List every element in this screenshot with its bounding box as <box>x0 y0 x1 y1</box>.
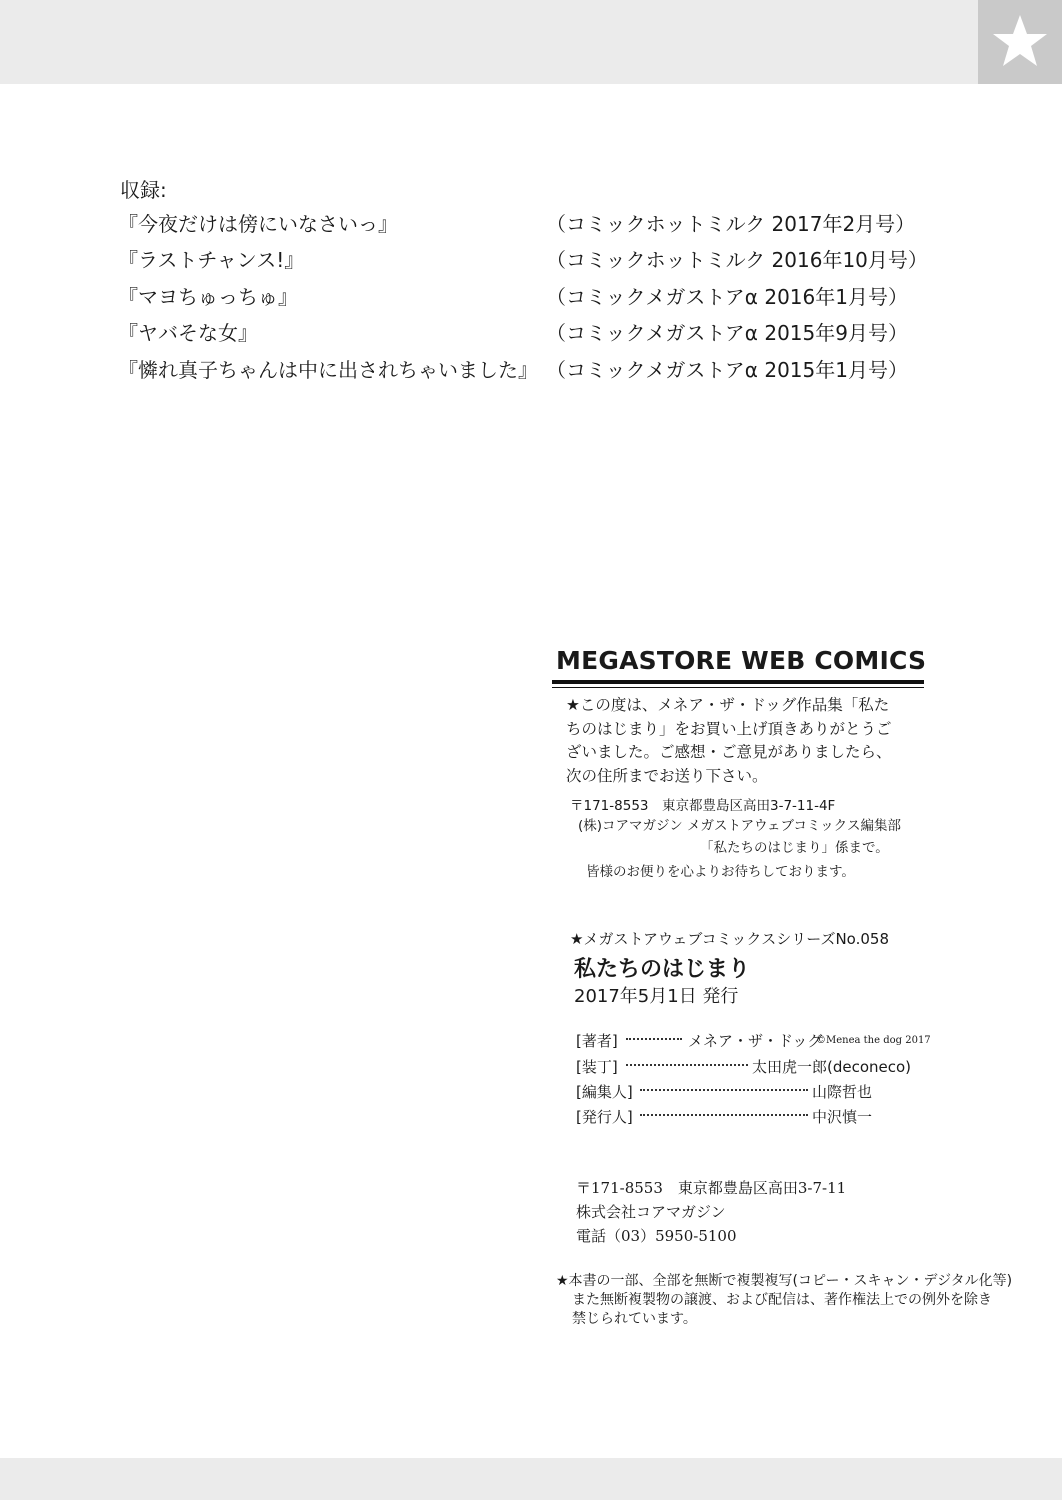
story-source: （コミックメガストアα 2016年1月号） <box>546 285 908 309</box>
credit-value: 太田虎一郎(deconeco) <box>752 1058 912 1076</box>
publisher-name: 株式会社コアマガジン <box>576 1203 726 1221</box>
divider <box>552 687 924 688</box>
mail-dept: (株)コアマガジン メガストアウェブコミックス編集部 <box>578 818 901 834</box>
story-title: 『マヨちゅっちゅ』 <box>118 285 298 309</box>
notice-line: 禁じられています。 <box>572 1311 697 1327</box>
bottom-margin-band <box>0 1458 1062 1500</box>
star-icon <box>990 12 1050 72</box>
mail-attn: 「私たちのはじまり」係まで。 <box>700 840 889 856</box>
message-line: ちのはじまり」をお買い上げ頂きありがとうご <box>566 719 892 738</box>
credit-value: 中沢慎一 <box>812 1108 873 1126</box>
story-source: （コミックメガストアα 2015年1月号） <box>546 358 908 382</box>
leader-dots <box>626 1064 748 1066</box>
message-line: 次の住所までお送り下さい。 <box>566 766 768 785</box>
credit-value: 山際哲也 <box>812 1083 873 1101</box>
contents-row <box>118 208 938 242</box>
credit-value: メネア・ザ・ドッグ <box>688 1032 823 1050</box>
publisher-info <box>576 1176 846 1248</box>
leader-dots <box>640 1114 808 1116</box>
contents-heading: 収録: <box>120 178 167 202</box>
publication-date: 2017年5月1日 発行 <box>574 986 739 1007</box>
credit-label: [著者] <box>576 1032 618 1050</box>
leader-dots <box>626 1038 682 1040</box>
reader-message <box>566 694 892 788</box>
divider <box>552 680 924 684</box>
series-number: ★メガストアウェブコミックスシリーズNo.058 <box>570 930 889 948</box>
contents-row <box>118 317 938 351</box>
magazine-logo: MEGASTORE WEB COMICS <box>556 646 927 675</box>
story-title: 『憐れ真子ちゃんは中に出されちゃいました』 <box>118 358 538 382</box>
top-margin-band <box>0 0 978 84</box>
story-title: 『ラストチャンス!』 <box>118 248 305 272</box>
story-source: （コミックメガストアα 2015年9月号） <box>546 321 908 345</box>
publisher-phone: 電話（03）5950-5100 <box>576 1227 737 1245</box>
contents-row <box>118 354 938 388</box>
notice-line: ★本書の一部、全部を無断で複製複写(コピー・スキャン・デジタル化等) <box>556 1273 1013 1289</box>
publisher-postal: 〒171-8553 東京都豊島区高田3-7-11 <box>576 1179 847 1197</box>
credit-label: [編集人] <box>576 1083 633 1101</box>
book-title: 私たちのはじまり <box>574 957 751 982</box>
message-line: ★この度は、メネア・ザ・ドッグ作品集「私た <box>566 696 890 714</box>
mail-postal: 〒171-8553 東京都豊島区高田3-7-11-4F <box>570 798 836 814</box>
credit-label: [発行人] <box>576 1108 633 1126</box>
contents-row <box>118 244 938 278</box>
notice-line: また無断複製物の譲渡、および配信は、著作権法上での例外を除き <box>572 1292 992 1308</box>
story-title: 『ヤバそな女』 <box>118 321 258 345</box>
mail-closing: 皆様のお便りを心よりお待ちしております。 <box>586 864 855 880</box>
story-source: （コミックホットミルク 2016年10月号） <box>546 248 928 272</box>
message-line: ざいました。ご感想・ご意見がありましたら、 <box>566 743 892 761</box>
story-title: 『今夜だけは傍にいなさいっ』 <box>118 212 398 236</box>
copyright-note: ©Menea the dog 2017 <box>816 1035 931 1046</box>
credit-label: [装丁] <box>576 1058 618 1076</box>
leader-dots <box>640 1089 808 1091</box>
copyright-notice <box>556 1272 1012 1329</box>
story-source: （コミックホットミルク 2017年2月号） <box>546 212 916 236</box>
corner-tab <box>978 0 1062 84</box>
contents-row <box>118 281 938 315</box>
